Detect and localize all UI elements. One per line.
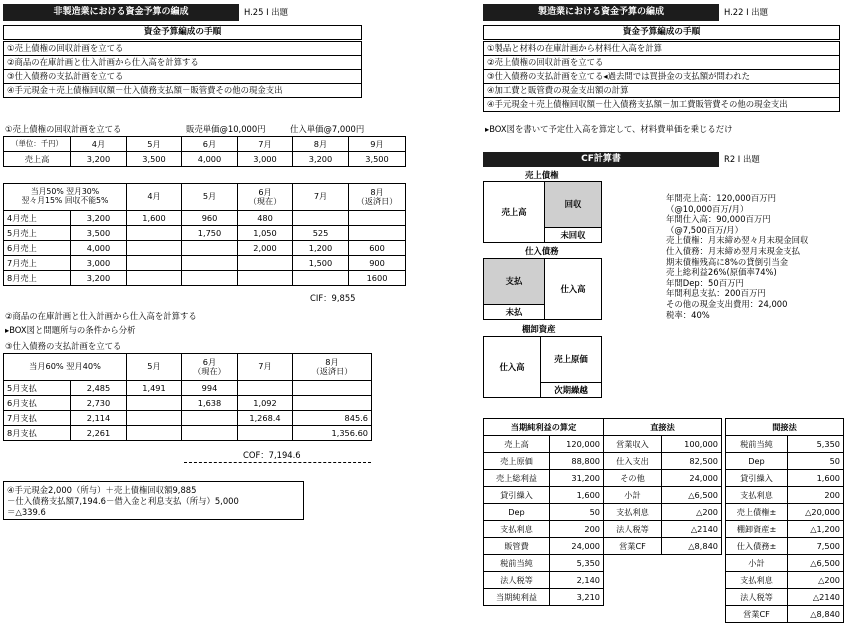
right-steps-header: 資金予算編成の手順 (483, 25, 840, 40)
info-line: 売上総利益26%(原価率74%) (666, 267, 777, 278)
row-amount: 2,261 (71, 426, 127, 441)
info-line: 税率：40% (666, 309, 710, 320)
table-row (4, 211, 406, 226)
purchase-price: 仕入単価@7,000円 (290, 124, 365, 134)
table-row (726, 436, 844, 453)
header-line: （現在） (248, 196, 282, 206)
info-line: 期末債権残高に8%の貸倒引当金 (666, 256, 789, 267)
table-cell: 1,356.60 (293, 426, 372, 441)
row-value: △8,840 (662, 538, 722, 555)
row-label: 仕入支出 (604, 453, 662, 470)
row-amount: 2,730 (71, 396, 127, 411)
table-cell (127, 241, 182, 256)
sec1-heading: ①売上債権の回収計画を立てる (5, 124, 122, 134)
table-row (726, 555, 844, 572)
table-cell (127, 271, 182, 286)
header-line: 8月 (325, 356, 339, 367)
step-item: ②商品の在庫計画と仕入計画から仕入高を計算する (3, 55, 362, 70)
row-label: 税前当純 (726, 436, 788, 453)
row-label: Dep (484, 504, 550, 521)
table-cell (182, 271, 238, 286)
table-row (726, 521, 844, 538)
table-row (726, 453, 844, 470)
row-value: 1,600 (788, 470, 844, 487)
payable-pay: 支払 (483, 258, 545, 305)
info-line: （@10,000百万/月） (666, 203, 749, 214)
table-cell (293, 396, 372, 411)
row-value: 5,350 (788, 436, 844, 453)
row-label: 販管費 (484, 538, 550, 555)
table-cell (293, 211, 349, 226)
corner-line: 翌々月15% 回収不能5% (21, 196, 109, 205)
info-line: 売上債権：月末締め翌々月末現金回収 (666, 235, 809, 246)
table-cell: 1,268.4 (238, 411, 293, 426)
receivable-collect: 回収 (544, 181, 602, 228)
sales-price: 販売単価@10,000円 (186, 124, 266, 134)
table-cell (127, 396, 182, 411)
table-cell: 3,000 (238, 152, 293, 167)
row-amount: 3,200 (71, 271, 127, 286)
row-amount: 2,114 (71, 411, 127, 426)
info-line: 年間仕入高：90,000百万円 (666, 214, 771, 225)
row-amount: 3,200 (71, 211, 127, 226)
table-cell (238, 426, 293, 441)
left-year-note: H.25 I 出題 (244, 7, 289, 17)
row-value: 7,500 (788, 538, 844, 555)
table-row (604, 453, 722, 470)
row-value: △6,500 (788, 555, 844, 572)
left-steps-header: 資金予算編成の手順 (3, 25, 362, 40)
row-label: 法人税等 (726, 589, 788, 606)
row-label: Dep (726, 453, 788, 470)
table-row (604, 436, 722, 453)
table-cell: 1600 (349, 271, 406, 286)
table-row (604, 504, 722, 521)
receivable-uncollected: 未回収 (544, 227, 602, 243)
table-cell: 3,200 (71, 152, 127, 167)
row-label: 売上高 (484, 436, 550, 453)
table-cell (293, 381, 372, 396)
row-label: 棚卸資産± (726, 521, 788, 538)
sec3-heading: ③仕入債務の支払計画を立てる (5, 341, 122, 351)
inventory-carry: 次期繰越 (540, 382, 602, 398)
row-value: 2,140 (550, 572, 604, 589)
table-header (293, 354, 372, 381)
table-header (349, 184, 406, 211)
table-cell: 900 (349, 256, 406, 271)
table-cell (182, 411, 238, 426)
indirect-table (725, 418, 844, 623)
header-line: 6月 (202, 356, 217, 367)
row-label: 法人税等 (484, 572, 550, 589)
row-value: 50 (550, 504, 604, 521)
table-cell: 994 (182, 381, 238, 396)
table-header: 5月 (127, 354, 182, 381)
info-line: 年間売上高：120,000百万円 (666, 193, 777, 203)
table-row (484, 589, 604, 606)
row-value: 120,000 (550, 436, 604, 453)
table-corner (4, 184, 127, 211)
table-row (4, 396, 372, 411)
row-value: 88,800 (550, 453, 604, 470)
row-value: △1,200 (788, 521, 844, 538)
table-cell: 845.6 (293, 411, 372, 426)
row-value: 24,000 (550, 538, 604, 555)
step-item: ③仕入債務の支払計画を立てる (3, 69, 362, 84)
table-cell (182, 241, 238, 256)
table-row (604, 521, 722, 538)
row-value: △20,000 (788, 504, 844, 521)
row-label: その他 (604, 470, 662, 487)
table-cell (127, 226, 182, 241)
table-row (484, 572, 604, 589)
row-label: 営業CF (604, 538, 662, 555)
row-label: 小計 (726, 555, 788, 572)
row-label: 5月支払 (4, 381, 71, 396)
inventory-cogs: 売上原価 (540, 336, 602, 383)
table-cell: 600 (349, 241, 406, 256)
table-row (604, 470, 722, 487)
box-note: ▸BOX図を書いて予定仕入高を算定して、材料費単価を乗じるだけ (485, 124, 733, 134)
table-cell (127, 411, 182, 426)
table-cell: 1,500 (293, 256, 349, 271)
row-label: 支払利息 (726, 487, 788, 504)
cof-total: COF：7,194.6 (243, 450, 301, 460)
row-value: 3,210 (550, 589, 604, 606)
table-row (726, 538, 844, 555)
row-label: 7月売上 (4, 256, 71, 271)
table-cell: 1,092 (238, 396, 293, 411)
table-cell: 3,200 (293, 152, 349, 167)
info-line: 年間Dep：50百万円 (666, 277, 744, 288)
row-label: 5月売上 (4, 226, 71, 241)
info-line: 仕入債務：月末締め翌月末現金支払 (666, 245, 800, 256)
cf-title: CF計算書 (483, 152, 719, 167)
corner-line: 当月50% 翌月30% (30, 187, 100, 197)
result-line: ＝△339.6 (7, 506, 46, 517)
row-label: 支払利息 (726, 572, 788, 589)
row-label: 6月支払 (4, 396, 71, 411)
table-cell: 3,500 (127, 152, 182, 167)
step-item: ①売上債権の回収計画を立てる (3, 41, 362, 56)
table-title: 当期純利益の算定 (484, 419, 604, 436)
table-row (484, 521, 604, 538)
table-row (4, 381, 372, 396)
payable-title: 仕入債務 (525, 246, 559, 256)
sec2-note: ▸BOX図と問題所与の条件から分析 (5, 325, 136, 335)
cf-info (666, 193, 808, 320)
pl-table (483, 418, 604, 606)
row-label: 8月支払 (4, 426, 71, 441)
table-title: 間接法 (726, 419, 844, 436)
payment-table (3, 353, 372, 441)
table-row (4, 271, 406, 286)
direct-table (603, 418, 722, 555)
sales-table (3, 136, 406, 167)
row-label: 売上債権± (726, 504, 788, 521)
table-row (4, 226, 406, 241)
result-line: －仕入債務支払額7,194.6－借入金と利息支払（所与）5,000 (7, 495, 239, 506)
row-value: △2140 (788, 589, 844, 606)
row-label: 8月売上 (4, 271, 71, 286)
row-label: 営業収入 (604, 436, 662, 453)
table-corner: 当月60% 翌月40% (4, 354, 127, 381)
header-line: 8月 (370, 186, 384, 197)
table-cell: 960 (182, 211, 238, 226)
table-row (4, 411, 372, 426)
table-cell (349, 226, 406, 241)
step-item: ②売上債権の回収計画を立てる (483, 55, 840, 70)
table-cell: 1,750 (182, 226, 238, 241)
table-title: 直接法 (604, 419, 722, 436)
step-item: ③仕入債務の支払計画を立てる◂過去問では買掛金の支払額が問われた (483, 69, 840, 84)
table-row (726, 470, 844, 487)
table-row (484, 436, 604, 453)
result-box (3, 481, 304, 520)
header-line: （返済日） (356, 196, 398, 206)
table-cell: 1,200 (293, 241, 349, 256)
table-header: 7月 (293, 184, 349, 211)
table-row (4, 256, 406, 271)
table-row (484, 453, 604, 470)
header-line: 6月 (258, 186, 272, 197)
table-row (484, 538, 604, 555)
row-amount: 4,000 (71, 241, 127, 256)
row-value: 200 (788, 487, 844, 504)
right-year-note: H.22 I 出題 (724, 7, 769, 17)
table-header: 7月 (238, 137, 293, 152)
row-label: 営業CF (726, 606, 788, 623)
table-header: 6月 (182, 137, 238, 152)
row-label: 支払利息 (484, 521, 550, 538)
left-title: 非製造業における資金予算の編成 (3, 4, 239, 21)
row-value: 1,600 (550, 487, 604, 504)
row-label: 売上高 (4, 152, 71, 167)
table-header: 4月 (127, 184, 182, 211)
table-cell (238, 271, 293, 286)
row-value: △200 (788, 572, 844, 589)
table-header: 5月 (182, 184, 238, 211)
row-value: 5,350 (550, 555, 604, 572)
table-row (4, 426, 372, 441)
table-cell (127, 426, 182, 441)
table-row (726, 487, 844, 504)
row-label: 税前当純 (484, 555, 550, 572)
inventory-left: 仕入高 (483, 336, 541, 398)
row-value: △6,500 (662, 487, 722, 504)
table-cell: 2,000 (238, 241, 293, 256)
table-cell (182, 256, 238, 271)
table-cell: 1,050 (238, 226, 293, 241)
table-header (182, 354, 238, 381)
info-line: その他の現金支出費用：24,000 (666, 298, 788, 309)
row-amount: 3,000 (71, 256, 127, 271)
step-item: ④加工費と販管費の現金支出額の計算 (483, 83, 840, 98)
table-row (726, 606, 844, 623)
table-header: 5月 (127, 137, 182, 152)
row-label: 法人税等 (604, 521, 662, 538)
table-cell (238, 381, 293, 396)
table-row (604, 538, 722, 555)
table-row (726, 504, 844, 521)
table-row (604, 487, 722, 504)
row-label: 支払利息 (604, 504, 662, 521)
row-label: 小計 (604, 487, 662, 504)
result-line: ④手元現金2,000（所与）＋売上債権回収額9,885 (7, 485, 197, 495)
table-cell: 525 (293, 226, 349, 241)
table-row (484, 487, 604, 504)
row-label: 7月支払 (4, 411, 71, 426)
table-cell (238, 256, 293, 271)
row-value: 100,000 (662, 436, 722, 453)
table-row (484, 470, 604, 487)
table-cell: 480 (238, 211, 293, 226)
table-row (726, 572, 844, 589)
row-value: 50 (788, 453, 844, 470)
receivable-left: 売上高 (483, 181, 545, 243)
table-cell (127, 256, 182, 271)
table-cell (293, 271, 349, 286)
table-header: 7月 (238, 354, 293, 381)
table-row (4, 241, 406, 256)
header-line: （現在） (193, 366, 226, 376)
table-header (238, 184, 293, 211)
table-cell: 1,638 (182, 396, 238, 411)
collection-table (3, 183, 406, 286)
table-cell (349, 211, 406, 226)
step-item: ④手元現金＋売上債権回収額－仕入債務支払額－販管費その他の現金支出 (3, 83, 362, 98)
step-item: ④手元現金＋売上債権回収額－仕入債務支払額－加工費販管費その他の現金支出 (483, 97, 840, 112)
row-label: 4月売上 (4, 211, 71, 226)
table-cell: 3,500 (349, 152, 406, 167)
table-cell (182, 426, 238, 441)
row-label: 6月売上 (4, 241, 71, 256)
row-label: 貸引繰入 (484, 487, 550, 504)
row-label: 売上総利益 (484, 470, 550, 487)
table-header: 4月 (71, 137, 127, 152)
table-cell: 4,000 (182, 152, 238, 167)
table-row (726, 589, 844, 606)
payable-right: 仕入高 (544, 258, 602, 320)
cf-year: R2 I 出題 (724, 154, 760, 164)
table-row (484, 504, 604, 521)
step-item: ①製品と材料の在庫計画から材料仕入高を計算 (483, 41, 840, 56)
row-label: 売上原価 (484, 453, 550, 470)
row-value: △8,840 (788, 606, 844, 623)
table-header: （単位：千円） (4, 137, 71, 152)
table-cell: 1,600 (127, 211, 182, 226)
cif-total: CIF：9,855 (310, 293, 356, 303)
row-value: △200 (662, 504, 722, 521)
table-row (484, 555, 604, 572)
header-line: （返済日） (311, 366, 353, 376)
payable-unpaid: 未払 (483, 304, 545, 320)
table-header: 9月 (349, 137, 406, 152)
row-value: 200 (550, 521, 604, 538)
row-value: 31,200 (550, 470, 604, 487)
row-value: 82,500 (662, 453, 722, 470)
sec2-heading: ②商品の在庫計画と仕入計画から仕入高を計算する (5, 311, 197, 321)
table-cell: 1,491 (127, 381, 182, 396)
row-value: 24,000 (662, 470, 722, 487)
receivable-title: 売上債権 (525, 170, 559, 180)
row-amount: 3,500 (71, 226, 127, 241)
row-label: 仕入債務± (726, 538, 788, 555)
inventory-title: 棚卸資産 (522, 324, 556, 334)
info-line: 年間利息支払：200百万円 (666, 288, 766, 299)
row-value: △2140 (662, 521, 722, 538)
right-title: 製造業における資金予算の編成 (483, 4, 719, 21)
info-line: （@7,500百万/月） (666, 224, 744, 235)
row-amount: 2,485 (71, 381, 127, 396)
row-label: 貸引繰入 (726, 470, 788, 487)
table-header: 8月 (293, 137, 349, 152)
row-label: 当期純利益 (484, 589, 550, 606)
